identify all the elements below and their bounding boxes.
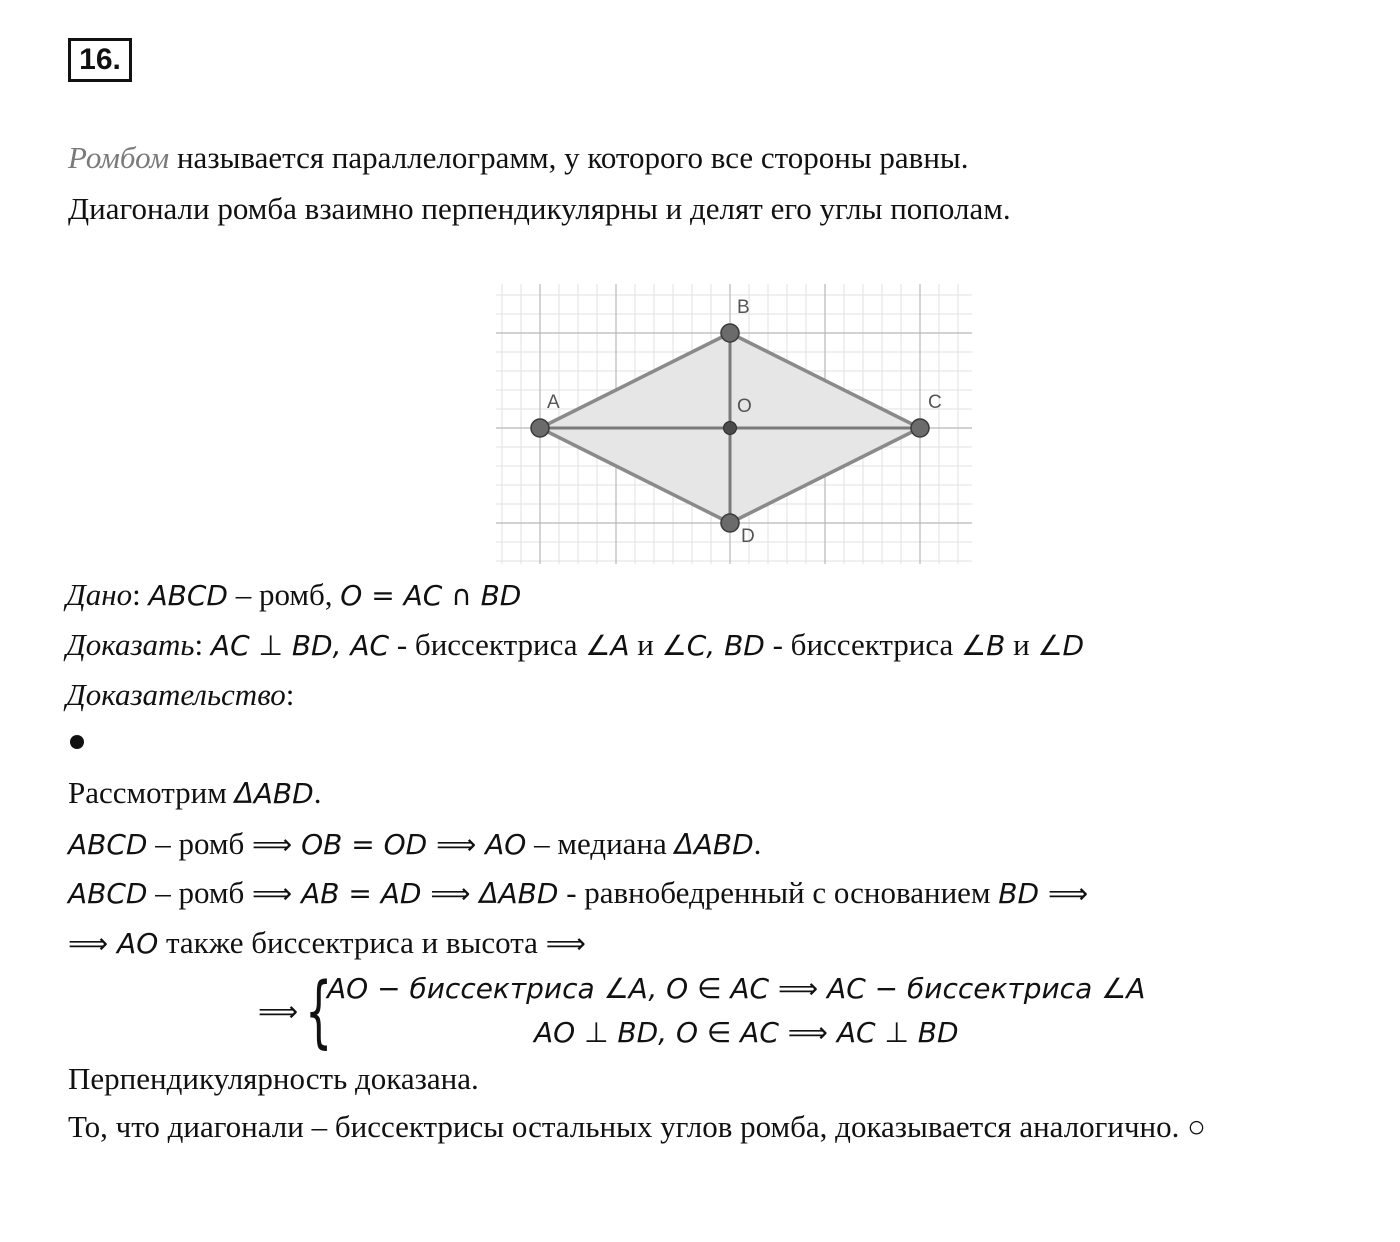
given-label: Дано: [66, 577, 133, 612]
definition-line: [68, 140, 968, 176]
given-line: Дано: ABCD – ромб, O = AC ∩ BD: [66, 577, 522, 612]
definition-term: Ромбом: [68, 140, 170, 175]
point-a: [531, 419, 549, 437]
point-b: [721, 324, 739, 342]
label-b: B: [737, 297, 750, 318]
system-row-2: AO ⊥ BD, O ∈ AC ⟹ AC ⊥ BD: [534, 1016, 959, 1049]
conclusion-line-1: Перпендикулярность доказана.: [68, 1061, 479, 1096]
label-a: A: [547, 392, 560, 413]
point-d: [721, 514, 739, 532]
definition-text: называется параллелограмм, у которого все стороны равны.: [169, 140, 969, 175]
label-d: D: [741, 526, 755, 547]
rhombus-figure: [496, 284, 972, 564]
point-c: [911, 419, 929, 437]
point-o: [724, 422, 737, 435]
proof-label: Доказательство: [66, 677, 286, 712]
system-row-1: AO − биссектриса ∠A, O ∈ AC ⟹ AC − биссектриса ∠A: [327, 972, 1146, 1005]
property-line: Диагонали ромба взаимно перпендикулярны и делят его углы пополам.: [68, 191, 1011, 226]
proof-heading: Доказательство:: [66, 677, 295, 712]
prove-line: Доказать: AC ⊥ BD, AC - биссектриса ∠A и ∠C, BD - биссектриса ∠B и ∠D: [66, 627, 1085, 662]
proof-line-1: Рассмотрим ΔABD.: [68, 775, 322, 810]
proof-line-4: ⟹ AO также биссектриса и высота ⟹: [68, 925, 586, 960]
conclusion-line-2: То, что диагонали – биссектрисы остальных углов ромба, доказывается аналогично. ○: [68, 1109, 1206, 1144]
proof-line-2: ABCD – ромб ⟹ OB = OD ⟹ AO – медиана ΔABD.: [68, 826, 762, 861]
proof-line-3: ABCD – ромб ⟹ AB = AD ⟹ ΔABD - равнобедренный с основанием BD ⟹: [68, 875, 1089, 910]
prove-label: Доказать: [66, 627, 195, 662]
system-brace: {: [305, 967, 333, 1057]
bullet-icon: [70, 735, 84, 749]
label-o: O: [737, 396, 752, 417]
system-implies: ⟹: [258, 995, 299, 1028]
end-mark-icon: ○: [1187, 1109, 1206, 1144]
problem-number: 16.: [68, 38, 132, 82]
label-c: C: [928, 392, 942, 413]
